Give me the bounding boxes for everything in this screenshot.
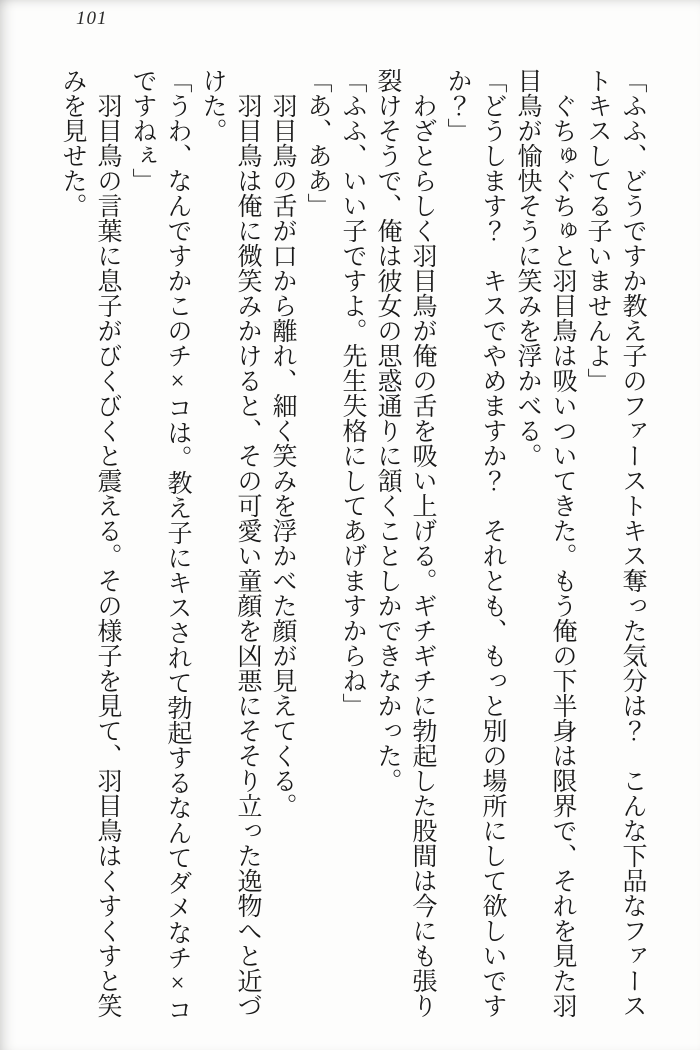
- paragraph-narrative: ぐちゅぐちゅと羽目鳥は吸いついてきた。もう俺の下半身は限界で、それを見た羽目鳥が愉快そうに笑みを浮かべる。: [514, 68, 576, 1018]
- paragraph-narrative: 羽目鳥は俺に微笑みかけると、その可愛い童顔を凶悪にそそり立った逸物へと近づけた。: [199, 68, 261, 1018]
- paragraph-dialogue: 「ふふ、いい子ですよ。先生失格にしてあげますからね」: [339, 68, 366, 718]
- paragraph-narrative: 羽目鳥の舌が口から離れ、細く笑みを浮かべた顔が見えてくる。: [269, 93, 296, 818]
- paragraph-dialogue: 「うわ、なんですかこのチ×コは。教え子にキスされて勃起するなんてダメなチ×コですねぇ」: [129, 68, 191, 1022]
- page-number: 101: [76, 8, 108, 29]
- paragraph-dialogue: 「あ、ああ」: [304, 68, 331, 218]
- body-text: [55, 68, 650, 1022]
- paragraph-dialogue: 「ふふ、どうですか教え子のファーストキス奪った気分は？ こんな下品なファーストキスしてる子いませんよ」: [584, 68, 646, 1018]
- paragraph-narrative: わざとらしく羽目鳥が俺の舌を吸い上げる。ギチギチに勃起した股間は今にも張り裂けそうで、俺は彼女の思惑通りに頷くことしかできなかった。: [374, 68, 436, 1018]
- paragraph-narrative: 羽目鳥の言葉に息子がびくびくと震える。その様子を見て、羽目鳥はくすくすと笑みを見せた。: [59, 68, 121, 1018]
- paragraph-dialogue: 「どうします？ キスでやめますか？ それとも、もっと別の場所にして欲しいですか？」: [444, 68, 506, 1018]
